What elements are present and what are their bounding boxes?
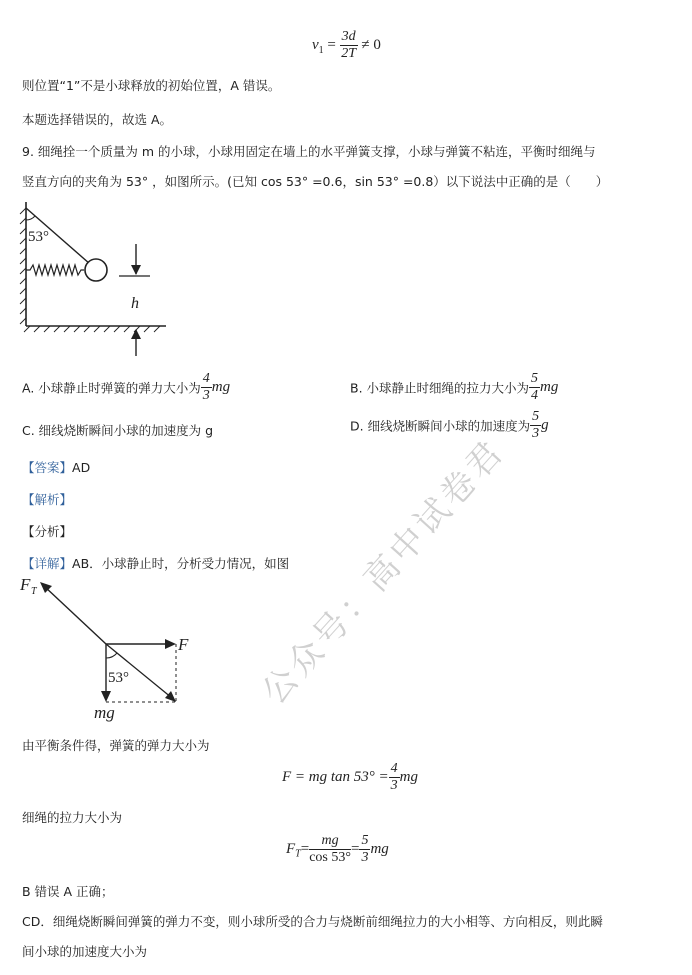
ft-label: F xyxy=(20,575,31,594)
force-diagram xyxy=(14,572,204,724)
equation-ft-eq2: = xyxy=(350,841,360,857)
detail-bracket: 【详解】 xyxy=(22,556,73,571)
equation-ft-num1: mg xyxy=(309,834,351,850)
analysis-label: 【解析】 xyxy=(22,492,73,507)
option-b-den: 4 xyxy=(531,388,539,403)
option-d-tail: g xyxy=(541,417,549,433)
answer-bracket: 【答案】 xyxy=(22,460,73,475)
formula-v1-denominator: 2T xyxy=(341,46,357,61)
question-figure xyxy=(14,198,174,360)
option-a[interactable] xyxy=(22,372,230,403)
option-d-den: 3 xyxy=(532,426,540,441)
formula-v1-eq: = xyxy=(327,36,336,53)
option-b-num: 5 xyxy=(531,371,539,386)
equation-f-num: 4 xyxy=(390,761,398,776)
f-label: F xyxy=(178,635,189,654)
option-c-text: C. 细线烧断瞬间小球的加速度为 g xyxy=(22,423,214,438)
formula-v1-numerator: 3d xyxy=(341,29,356,44)
ft-sub: T xyxy=(31,586,37,597)
option-b-fraction xyxy=(529,372,540,403)
height-label: h xyxy=(131,295,139,312)
equation-f-den: 3 xyxy=(390,778,398,793)
rope-text: 细绳的拉力大小为 xyxy=(22,810,123,825)
b-wrong-line: B 错误 A 正确； xyxy=(22,884,114,899)
question-9-line2: 竖直方向的夹角为 53° ，如图所示。(已知 cos 53° =0.6，sin 53° =0.8）以下说法中正确的是（ ） xyxy=(22,174,609,189)
cd-line1: CD．细绳烧断瞬间弹簧的弹力不变，则小球所受的合力与烧断前细绳拉力的大小相等、方向相反，则此瞬 xyxy=(22,914,603,929)
formula-v1-fraction xyxy=(340,30,358,61)
option-d-fraction xyxy=(530,410,541,441)
line-position: 则位置“1”不是小球释放的初始位置，A 错误。 xyxy=(22,78,281,93)
option-c[interactable] xyxy=(22,421,213,439)
equation-ft-eq: = xyxy=(300,841,310,857)
formula-v1-tail: ≠ 0 xyxy=(361,36,381,53)
detail-text: AB．小球静止时，分析受力情况，如图 xyxy=(72,556,290,571)
equation-ft-fraction1 xyxy=(309,834,351,865)
equation-ft xyxy=(286,834,389,865)
equation-ft-num2: 5 xyxy=(361,833,369,848)
cd-line2: 间小球的加速度大小为 xyxy=(22,944,148,959)
formula-v1-sub: 1 xyxy=(318,44,324,56)
watermark: 公众号：高中试卷君 xyxy=(254,431,513,713)
option-b-tail: mg xyxy=(540,379,559,395)
option-d[interactable] xyxy=(350,410,549,441)
option-a-tail: mg xyxy=(211,379,231,395)
option-a-fraction xyxy=(201,372,212,403)
equation-ft-sub: T xyxy=(295,848,301,860)
formula-v1-lhs: v xyxy=(312,36,319,53)
balance-text: 由平衡条件得，弹簧的弹力大小为 xyxy=(22,738,210,753)
formula-v1 xyxy=(312,30,381,61)
equation-ft-den2: 3 xyxy=(361,850,369,865)
question-9-line1: 9. 细绳拴一个质量为 m 的小球，小球用固定在墙上的水平弹簧支撑，小球与弹簧不粘连，平衡时细绳与 xyxy=(22,144,596,159)
equation-f-lhs: F = mg tan 53° = xyxy=(282,769,389,785)
option-a-num: 4 xyxy=(202,371,210,386)
equation-f xyxy=(282,762,418,793)
fenxi-label: 【分析】 xyxy=(22,524,73,539)
option-a-text: A. 小球静止时弹簧的弹力大小为 xyxy=(22,380,201,396)
option-b-text: B. 小球静止时细绳的拉力大小为 xyxy=(350,380,530,396)
equation-ft-tail: mg xyxy=(370,841,389,857)
mg-label: mg xyxy=(94,703,115,722)
equation-ft-fraction2 xyxy=(359,834,370,865)
equation-f-fraction xyxy=(389,762,400,793)
option-b[interactable] xyxy=(350,372,558,403)
equation-f-tail: mg xyxy=(399,769,418,785)
line-choose: 本题选择错误的，故选 A。 xyxy=(22,112,173,127)
option-d-num: 5 xyxy=(532,409,540,424)
answer-value: AD xyxy=(72,460,91,475)
equation-ft-den1: cos 53° xyxy=(309,850,351,865)
option-a-den: 3 xyxy=(202,388,210,403)
force-angle-label: 53° xyxy=(108,670,129,686)
angle-label-53: 53° xyxy=(28,229,49,245)
equation-ft-lhs: F xyxy=(286,841,296,857)
detail-line xyxy=(22,554,289,572)
answer-line xyxy=(22,458,90,476)
option-d-text: D. 细线烧断瞬间小球的加速度为 xyxy=(350,418,531,434)
